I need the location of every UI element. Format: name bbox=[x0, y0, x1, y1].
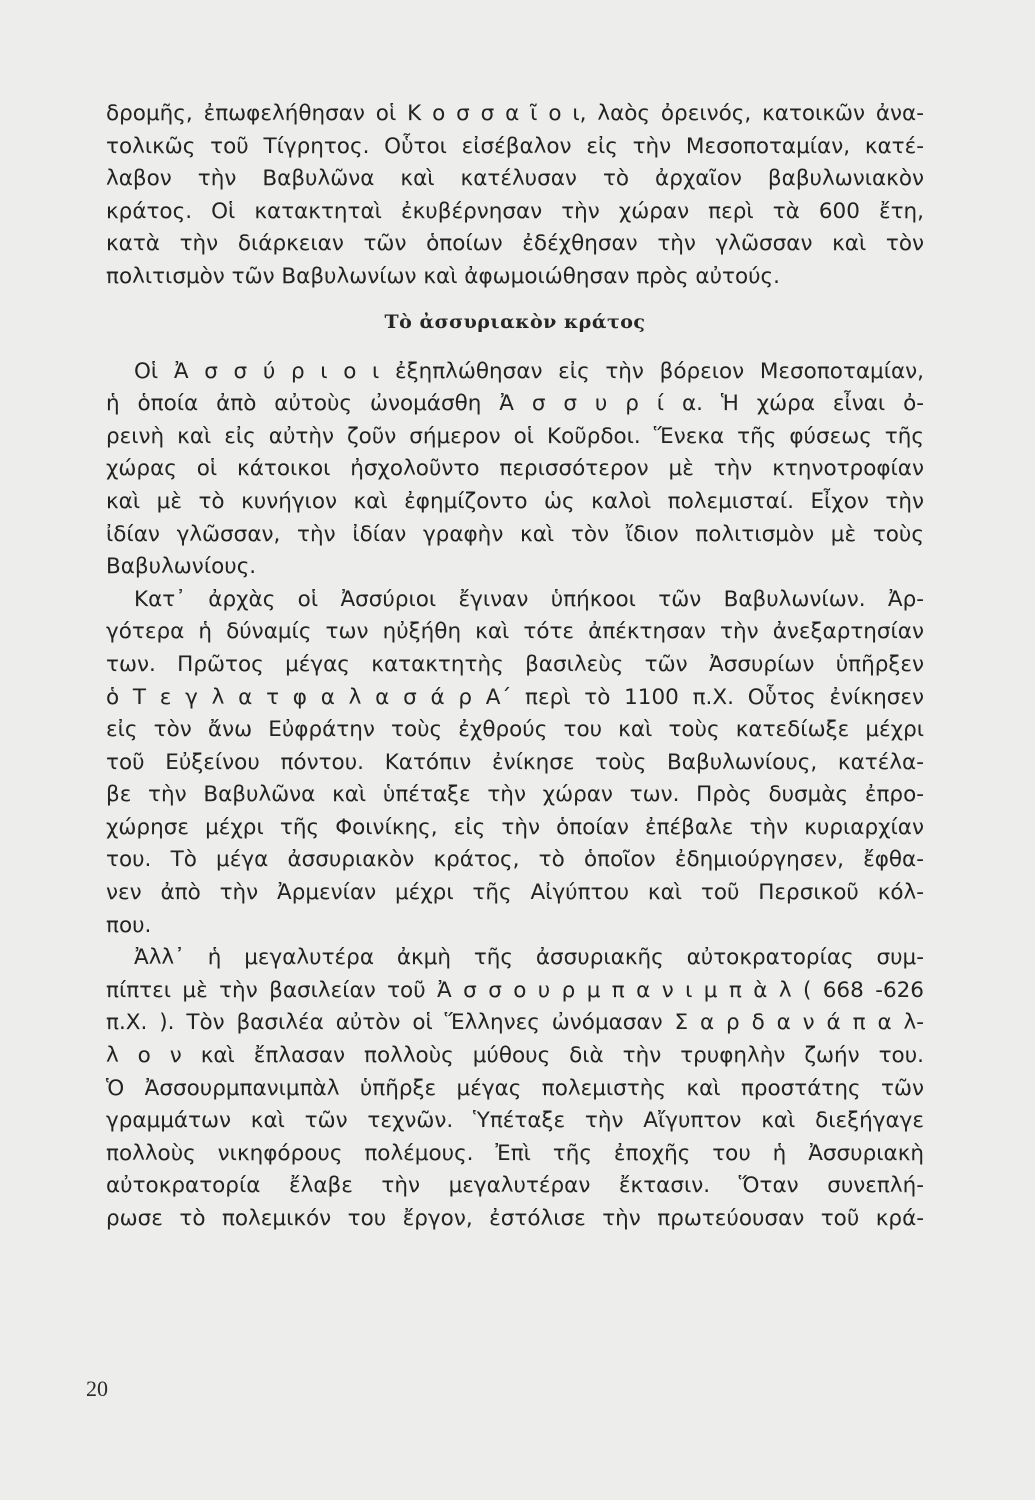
text-line: ὁ Τ ε γ λ α τ φ α λ α σ ά ρ Α΄ περὶ τὸ 1100 π.Χ. Οὗτος ἐνίκησεν bbox=[106, 684, 924, 710]
text-line: νεν ἀπὸ τὴν Ἀρμενίαν μέχρι τῆς Αἰγύπτου καὶ τοῦ Περσικοῦ κόλ- bbox=[106, 880, 924, 906]
text-line: Ἀλλ᾽ ἡ μεγαλυτέρα ἀκμὴ τῆς ἀσσυριακῆς αὐτοκρατορίας συμ- bbox=[134, 945, 924, 971]
text-line: ρωσε τὸ πολεμικόν του ἔργον, ἐστόλισε τὴν πρωτεύουσαν τοῦ κρά- bbox=[106, 1206, 924, 1231]
text-line: πίπτει μὲ τὴν βασιλείαν τοῦ Ἀ σ σ ο υ ρ μ π α ν ι μ π ὰ λ ( 668 -626 bbox=[106, 977, 924, 1003]
text-line: δρομῆς, ἐπωφελήθησαν οἱ Κ ο σ σ α ῖ ο ι, λαὸς ὀρεινός, κατοικῶν ἀνα- bbox=[106, 101, 924, 126]
text-line: Βαβυλωνίους. bbox=[106, 554, 257, 580]
text-line: ἡ ὁποία ἀπὸ αὐτοὺς ὠνομάσθη Ἀ σ σ υ ρ ί α. Ἡ χώρα εἶναι ὀ- bbox=[106, 391, 924, 417]
text-line: π.Χ. ). Τὸν βασιλέα αὐτὸν οἱ Ἕλληνες ὠνόμασαν Σ α ρ δ α ν ά π α λ- bbox=[106, 1010, 924, 1036]
text-line: πολιτισμὸν τῶν Βαβυλωνίων καὶ ἀφωμοιώθησαν πρὸς αὐτούς. bbox=[106, 263, 781, 289]
paragraph-assyrians bbox=[106, 356, 924, 584]
text-line: λ ο ν καὶ ἔπλασαν πολλοὺς μύθους διὰ τὴν τρυφηλὴν ζωήν του. bbox=[106, 1043, 924, 1069]
section-heading: Τὸ ἀσσυριακὸν κράτος bbox=[384, 310, 646, 333]
page-text bbox=[106, 98, 924, 1236]
text-line: Ὁ Ἀσσουρμπανιμπὰλ ὑπῆρξε μέγας πολεμιστὴς καὶ προστάτης τῶν bbox=[106, 1075, 924, 1101]
text-line: Οἱ Ἀ σ σ ύ ρ ι ο ι ἐξηπλώθησαν εἰς τὴν βόρειον Μεσοποταμίαν, bbox=[134, 358, 924, 384]
text-line: κράτος. Οἱ κατακτηταὶ ἐκυβέρνησαν τὴν χώραν περὶ τὰ 600 ἔτη, bbox=[106, 198, 924, 224]
text-line: γραμμάτων καὶ τῶν τεχνῶν. Ὑπέταξε τὴν Αἴγυπτον καὶ διεξήγαγε bbox=[106, 1108, 924, 1134]
text-line: αὐτοκρατορία ἔλαβε τὴν μεγαλυτέραν ἔκτασιν. Ὅταν συνεπλή- bbox=[106, 1173, 924, 1199]
paragraph-ashurbanipal bbox=[106, 942, 924, 1235]
text-line: χώρησε μέχρι τῆς Φοινίκης, εἰς τὴν ὁποίαν ἐπέβαλε τὴν κυριαρχίαν bbox=[106, 814, 924, 840]
text-line: κατὰ τὴν διάρκειαν τῶν ὁποίων ἐδέχθησαν τὴν γλῶσσαν καὶ τὸν bbox=[106, 231, 924, 257]
text-line: βε τὴν Βαβυλῶνα καὶ ὑπέταξε τὴν χώραν των. Πρὸς δυσμὰς ἐπρο- bbox=[106, 782, 924, 808]
text-line: ἰδίαν γλῶσσαν, τὴν ἰδίαν γραφὴν καὶ τὸν ἴδιον πολιτισμὸν μὲ τοὺς bbox=[106, 521, 924, 547]
text-line: χώρας οἱ κάτοικοι ἠσχολοῦντο περισσότερον μὲ τὴν κτηνοτροφίαν bbox=[106, 456, 924, 482]
text-line: που. bbox=[106, 912, 152, 938]
text-line: Κατ᾽ ἀρχὰς οἱ Ἀσσύριοι ἔγιναν ὑπήκοοι τῶν Βαβυλωνίων. Ἀρ- bbox=[134, 586, 924, 612]
text-line: εἰς τὸν ἄνω Εὐφράτην τοὺς ἐχθρούς του καὶ τοὺς κατεδίωξε μέχρι bbox=[106, 717, 924, 743]
text-line: τολικῶς τοῦ Τίγρητος. Οὗτοι εἰσέβαλον εἰς τὴν Μεσοποταμίαν, κατέ- bbox=[106, 133, 924, 159]
page-number: 20 bbox=[86, 1376, 108, 1401]
text-line: καὶ μὲ τὸ κυνήγιον καὶ ἐφημίζοντο ὡς καλοὶ πολεμισταί. Εἶχον τὴν bbox=[106, 488, 924, 514]
text-line: λαβον τὴν Βαβυλῶνα καὶ κατέλυσαν τὸ ἀρχαῖον βαβυλωνιακὸν bbox=[106, 166, 924, 192]
text-line: ρεινὴ καὶ εἰς αὐτὴν ζοῦν σήμερον οἱ Κοῦρδοι. Ἕνεκα τῆς φύσεως τῆς bbox=[106, 423, 924, 449]
text-line: τοῦ Εὐξείνου πόντου. Κατόπιν ἐνίκησε τοὺς Βαβυλωνίους, κατέλα- bbox=[106, 749, 924, 775]
paragraph-kossaioi bbox=[106, 98, 924, 294]
text-line: του. Τὸ μέγα ἀσσυριακὸν κράτος, τὸ ὁποῖον ἐδημιούργησεν, ἔφθα- bbox=[106, 847, 924, 873]
text-line: γότερα ἡ δύναμίς των ηὐξήθη καὶ τότε ἀπέκτησαν τὴν ἀνεξαρτησίαν bbox=[106, 619, 924, 645]
text-line: πολλοὺς νικηφόρους πολέμους. Ἐπὶ τῆς ἐποχῆς του ἡ Ἀσσυριακὴ bbox=[106, 1140, 924, 1166]
text-line: των. Πρῶτος μέγας κατακτητὴς βασιλεὺς τῶν Ἀσσυρίων ὑπῆρξεν bbox=[106, 651, 924, 677]
paragraph-tiglath-pileser bbox=[106, 584, 924, 943]
